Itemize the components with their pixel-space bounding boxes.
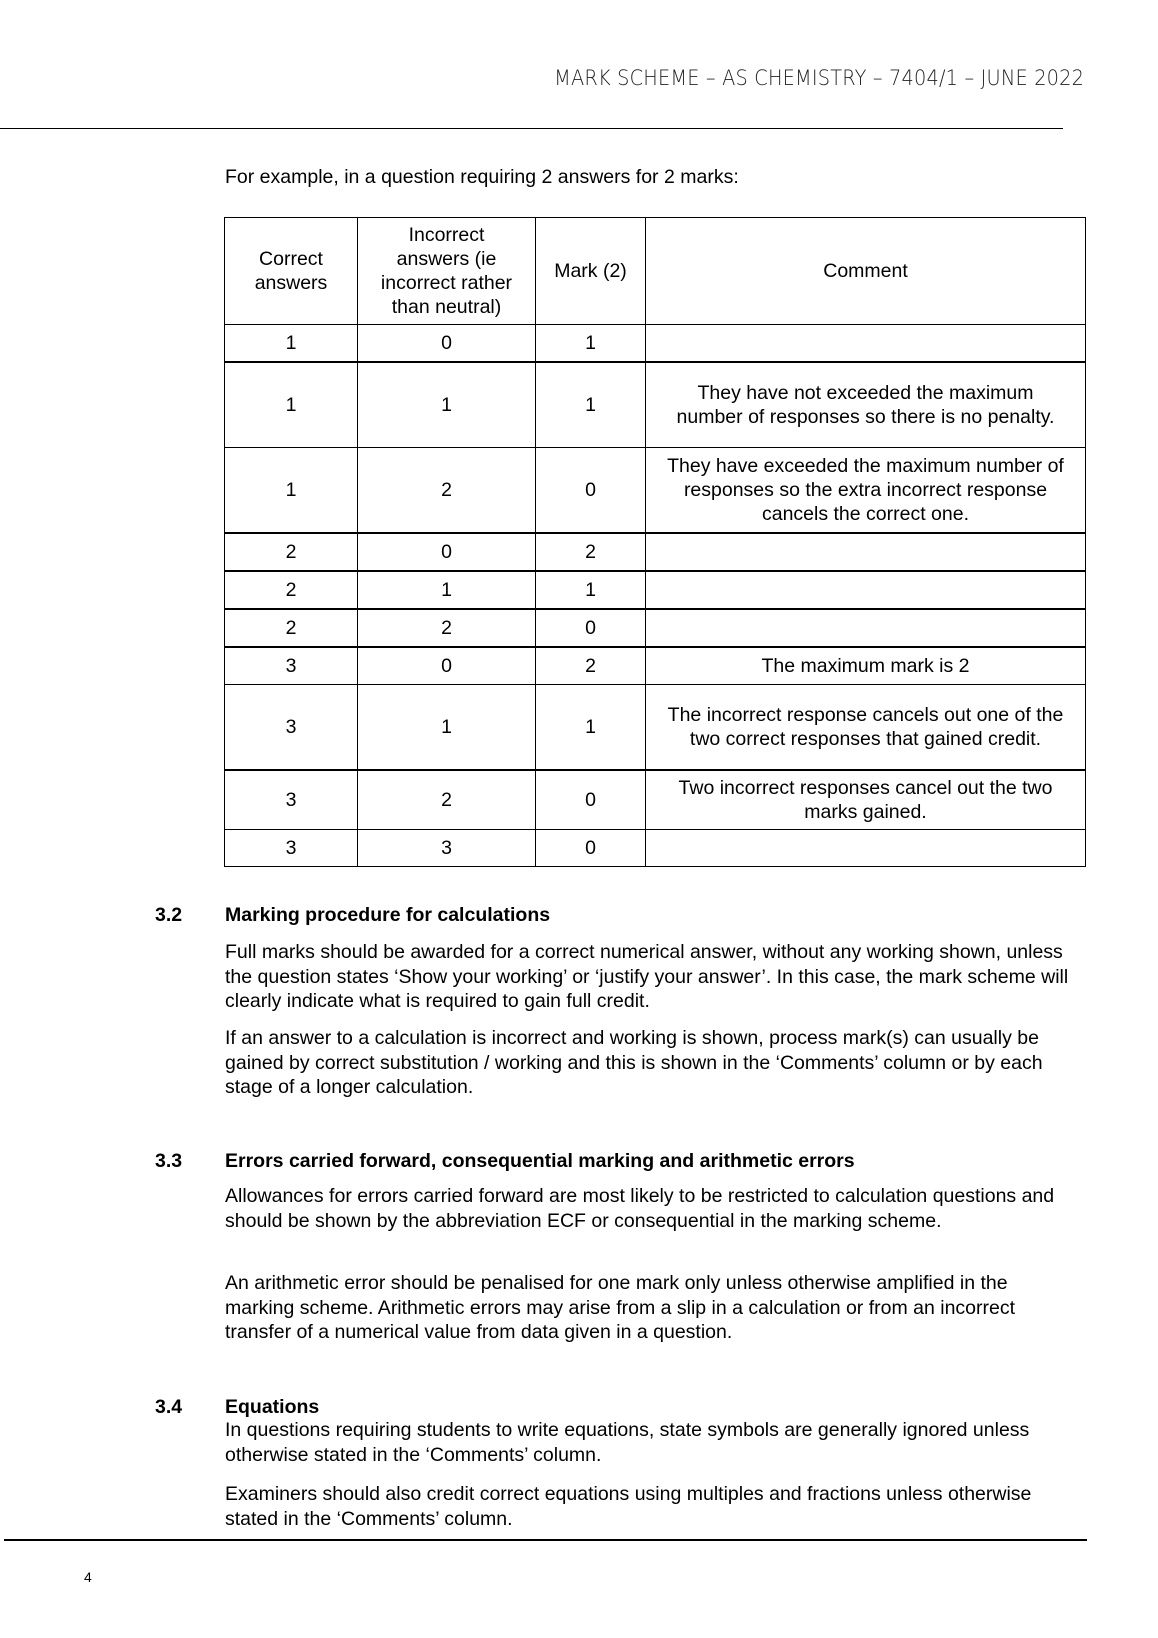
cell-comment bbox=[646, 830, 1086, 867]
cell-correct: 3 bbox=[225, 647, 358, 685]
section-paragraph: If an answer to a calculation is incorrect and working is shown, process mark(s) can usually be gained by correct substitution / working and this is shown in the ‘Comments’ column or by each stage of a longer calculation. bbox=[225, 1027, 1043, 1098]
column-header-mark: Mark (2) bbox=[536, 218, 646, 325]
table-row bbox=[225, 448, 1086, 534]
cell-mark: 0 bbox=[536, 448, 646, 534]
cell-mark: 1 bbox=[536, 571, 646, 609]
cell-mark: 1 bbox=[536, 362, 646, 448]
header-divider bbox=[0, 128, 1063, 129]
cell-correct: 2 bbox=[225, 609, 358, 647]
section-title: Equations bbox=[225, 1396, 320, 1418]
cell-comment: The maximum mark is 2 bbox=[646, 647, 1086, 685]
cell-comment: The incorrect response cancels out one of the two correct responses that gained credit. bbox=[646, 685, 1086, 771]
cell-mark: 2 bbox=[536, 533, 646, 571]
table-row bbox=[225, 647, 1086, 685]
cell-incorrect: 0 bbox=[358, 325, 536, 363]
table-row bbox=[225, 830, 1086, 867]
cell-comment: They have exceeded the maximum number of responses so the extra incorrect response cancels the correct one. bbox=[646, 448, 1086, 534]
column-header-incorrect: Incorrect answers (ie incorrect rather than neutral) bbox=[358, 218, 536, 325]
table-row bbox=[225, 325, 1086, 363]
section-paragraph: Full marks should be awarded for a correct numerical answer, without any working shown, unless the question states ‘Show your working’ or ‘justify your answer’. In this case, the mark scheme will clearly indicate what is required to gain full credit. bbox=[225, 941, 1069, 1012]
table-row bbox=[225, 770, 1086, 830]
section-title: Marking procedure for calculations bbox=[225, 904, 551, 926]
table-row bbox=[225, 571, 1086, 609]
section-title: Errors carried forward, consequential marking and arithmetic errors bbox=[225, 1150, 855, 1172]
cell-correct: 1 bbox=[225, 448, 358, 534]
cell-correct: 2 bbox=[225, 571, 358, 609]
cell-mark: 0 bbox=[536, 770, 646, 830]
table-row bbox=[225, 609, 1086, 647]
cell-correct: 3 bbox=[225, 770, 358, 830]
section-number: 3.4 bbox=[155, 1396, 183, 1418]
cell-correct: 1 bbox=[225, 325, 358, 363]
cell-incorrect: 2 bbox=[358, 770, 536, 830]
cell-incorrect: 2 bbox=[358, 609, 536, 647]
cell-mark: 0 bbox=[536, 830, 646, 867]
cell-comment bbox=[646, 533, 1086, 571]
cell-mark: 2 bbox=[536, 647, 646, 685]
cell-comment bbox=[646, 571, 1086, 609]
cell-incorrect: 3 bbox=[358, 830, 536, 867]
cell-incorrect: 0 bbox=[358, 647, 536, 685]
column-header-correct: Correct answers bbox=[225, 218, 358, 325]
table-row bbox=[225, 362, 1086, 448]
cell-incorrect: 1 bbox=[358, 571, 536, 609]
footer-divider bbox=[4, 1539, 1087, 1541]
section-paragraph: In questions requiring students to write equations, state symbols are generally ignored unless otherwise stated in the ‘Comments’ column. bbox=[225, 1419, 1030, 1466]
cell-mark: 1 bbox=[536, 325, 646, 363]
intro-text: For example, in a question requiring 2 answers for 2 marks: bbox=[225, 166, 739, 188]
page-number: 4 bbox=[84, 1569, 92, 1585]
table-header-row bbox=[225, 218, 1086, 325]
cell-incorrect: 1 bbox=[358, 362, 536, 448]
section-paragraph: Examiners should also credit correct equations using multiples and fractions unless otherwise stated in the ‘Comments’ column. bbox=[225, 1483, 1032, 1530]
cell-mark: 1 bbox=[536, 685, 646, 771]
cell-correct: 1 bbox=[225, 362, 358, 448]
cell-correct: 2 bbox=[225, 533, 358, 571]
table-row bbox=[225, 533, 1086, 571]
cell-incorrect: 0 bbox=[358, 533, 536, 571]
document-header-title: MARK SCHEME – AS CHEMISTRY – 7404/1 – JUNE 2022 bbox=[553, 66, 1084, 90]
cell-correct: 3 bbox=[225, 685, 358, 771]
cell-comment: They have not exceeded the maximum number of responses so there is no penalty. bbox=[646, 362, 1086, 448]
cell-correct: 3 bbox=[225, 830, 358, 867]
cell-incorrect: 2 bbox=[358, 448, 536, 534]
cell-comment bbox=[646, 609, 1086, 647]
section-paragraph: Allowances for errors carried forward are most likely to be restricted to calculation questions and should be shown by the abbreviation ECF or consequential in the marking scheme. bbox=[225, 1185, 1055, 1232]
section-number: 3.3 bbox=[155, 1150, 183, 1172]
cell-comment: Two incorrect responses cancel out the two marks gained. bbox=[646, 770, 1086, 830]
cell-comment bbox=[646, 325, 1086, 363]
section-number: 3.2 bbox=[155, 904, 183, 926]
cell-incorrect: 1 bbox=[358, 685, 536, 771]
marking-example-table bbox=[224, 217, 1086, 867]
table-row bbox=[225, 685, 1086, 771]
column-header-comment: Comment bbox=[646, 218, 1086, 325]
cell-mark: 0 bbox=[536, 609, 646, 647]
section-paragraph: An arithmetic error should be penalised for one mark only unless otherwise amplified in the marking scheme. Arithmetic errors may arise from a slip in a calculation or from an incorrect transfer of a numerical value from data given in a question. bbox=[225, 1272, 1016, 1343]
